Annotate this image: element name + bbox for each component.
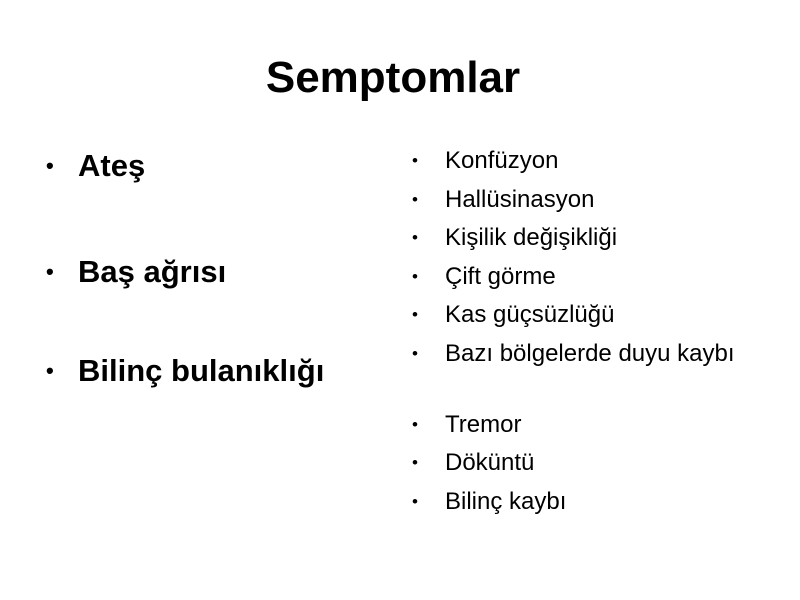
secondary-symptom-label: Çift görme bbox=[445, 263, 556, 290]
bullet-icon: • bbox=[412, 267, 418, 286]
secondary-symptom-label: Bilinç kaybı bbox=[445, 488, 567, 515]
secondary-symptom-label: Kişilik değişikliği bbox=[445, 224, 618, 251]
bullet-icon: • bbox=[46, 259, 54, 284]
primary-symptom-label: Baş ağrısı bbox=[78, 254, 227, 289]
secondary-symptom-label: Hallüsinasyon bbox=[445, 186, 595, 213]
secondary-symptom-label: Tremor bbox=[445, 411, 522, 438]
secondary-symptom-item bbox=[412, 184, 742, 215]
primary-symptom-label: Ateş bbox=[78, 148, 146, 183]
secondary-symptom-label: Konfüzyon bbox=[445, 147, 559, 174]
bullet-icon: • bbox=[46, 153, 54, 178]
secondary-symptom-label: Bazı bölgelerde duyu kaybı bbox=[445, 340, 735, 367]
bullet-icon: • bbox=[412, 151, 418, 170]
secondary-symptom-item bbox=[412, 447, 742, 478]
secondary-symptom-item bbox=[412, 261, 742, 292]
secondary-symptom-item bbox=[412, 338, 742, 369]
secondary-symptom-item bbox=[412, 145, 742, 176]
bullet-icon: • bbox=[412, 492, 418, 511]
bullet-icon: • bbox=[412, 415, 418, 434]
secondary-symptom-label: Döküntü bbox=[445, 449, 535, 476]
secondary-symptom-label: Kas güçsüzlüğü bbox=[445, 301, 615, 328]
secondary-symptom-item bbox=[412, 299, 742, 330]
bullet-icon: • bbox=[46, 358, 54, 383]
slide-title: Semptomlar bbox=[265, 53, 521, 102]
bullet-icon: • bbox=[412, 305, 418, 324]
primary-symptom-label: Bilinç bulanıklığı bbox=[78, 353, 325, 388]
secondary-symptom-item bbox=[412, 409, 742, 440]
bullet-icon: • bbox=[412, 228, 418, 247]
bullet-icon: • bbox=[412, 453, 418, 472]
secondary-symptom-item bbox=[412, 222, 742, 253]
secondary-symptom-item bbox=[412, 486, 742, 517]
bullet-icon: • bbox=[412, 344, 418, 363]
bullet-icon: • bbox=[412, 190, 418, 209]
